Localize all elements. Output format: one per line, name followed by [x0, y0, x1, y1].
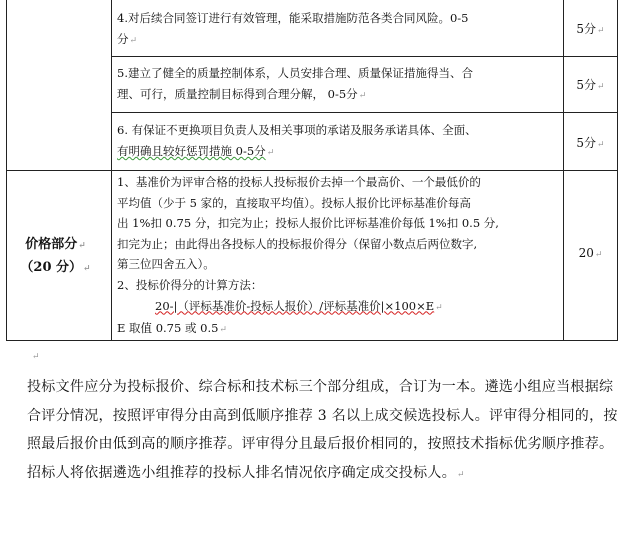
price-section-title: 价格部分	[25, 237, 78, 252]
price-line-6: 2、投标价得分的计算方法：	[117, 277, 263, 292]
criterion-6-line-2: 有明确且较好惩罚措施 0-5分	[117, 144, 266, 158]
price-line-5: 第三位四舍五入）。	[117, 257, 215, 272]
paragraph-mark-icon: ↵	[594, 250, 603, 260]
score-cell-5	[564, 76, 617, 93]
paragraph-mark-icon: ↵	[597, 82, 605, 92]
score-value: 5分	[576, 22, 597, 36]
price-line-3: 出 1%扣 0.75 分，扣完为止；投标人报价比评标基准价每低 1%扣 0.5 分,	[117, 216, 499, 231]
paragraph-mark-icon: ↵	[32, 352, 40, 362]
price-criteria-cell	[117, 172, 562, 341]
score-cell-4	[564, 20, 617, 37]
criterion-6-line-1: 6. 有保证不更换项目负责人及相关事项的承诺及服务承诺具体、全面、	[117, 123, 477, 137]
row-divider-1	[111, 56, 618, 57]
price-line-4: 扣完为止；由此得出各投标人的投标报价得分（保留小数点后两位数字,	[117, 236, 478, 251]
body-paragraph	[27, 373, 619, 489]
paragraph-mark-icon: ↵	[358, 91, 367, 101]
price-score-cell	[564, 246, 617, 260]
criterion-cell-4	[117, 8, 557, 52]
price-line-1: 1、基准价为评审合格的投标人投标报价去掉一个最高价、一个最低价的	[117, 175, 481, 189]
price-formula: 20-|（评标基准价-投标人报价）/评标基准价|×100×E	[155, 298, 435, 313]
score-value: 5分	[576, 136, 597, 150]
paragraph-mark-icon: ↵	[78, 241, 86, 251]
paragraph-mark-icon: ↵	[597, 140, 605, 150]
criterion-cell-6	[117, 120, 557, 164]
price-line-2: 平均值（少于 5 家的，直接取平均值）。投标人报价比评标基准价每高	[117, 195, 471, 210]
paragraph-mark-icon: ↵	[266, 148, 275, 158]
criterion-4-line-1: 4.对后续合同签订进行有效管理，能采取措施防范各类合同风险。0-5	[117, 11, 469, 25]
criterion-5-line-1: 5.建立了健全的质量控制体系，人员安排合理、质量保证措施得当、合	[117, 66, 473, 80]
price-section-points: （20 分）	[20, 260, 83, 275]
row-divider-2	[111, 112, 618, 113]
paragraph-mark-icon: ↵	[435, 302, 443, 313]
criterion-4-line-2: 分	[117, 32, 129, 46]
section-divider	[6, 170, 618, 171]
paragraph-mark-icon: ↵	[457, 469, 465, 480]
score-cell-6	[564, 134, 617, 151]
price-section-label	[0, 234, 111, 280]
price-line-8: E 取值 0.75 或 0.5	[117, 321, 219, 336]
paragraph-mark-icon: ↵	[219, 325, 227, 336]
criterion-5-line-2: 理、可行，质量控制目标得到合理分解， 0-5分	[117, 87, 358, 101]
body-paragraph-text: 投标文件应分为投标报价、综合标和技术标三个部分组成，合订为一本。遴选小组应当根据综合评分情况，按照评审得分由高到低顺序推荐 3 名以上成交候选投标人。评审得分相同的，按照最后报价由低到高的顺序推荐。评审得分且最后报价相同的，按照技术指标优劣顺序推荐。招标人将依据遴选小组推荐的投标人排名情况依序确定成交投标人。	[27, 379, 618, 481]
paragraph-mark-icon: ↵	[597, 26, 605, 36]
paragraph-mark-icon: ↵	[83, 264, 91, 274]
criterion-cell-5	[117, 63, 557, 107]
score-value: 5分	[576, 78, 597, 92]
score-value: 20	[578, 246, 594, 260]
paragraph-mark-icon: ↵	[129, 36, 138, 46]
